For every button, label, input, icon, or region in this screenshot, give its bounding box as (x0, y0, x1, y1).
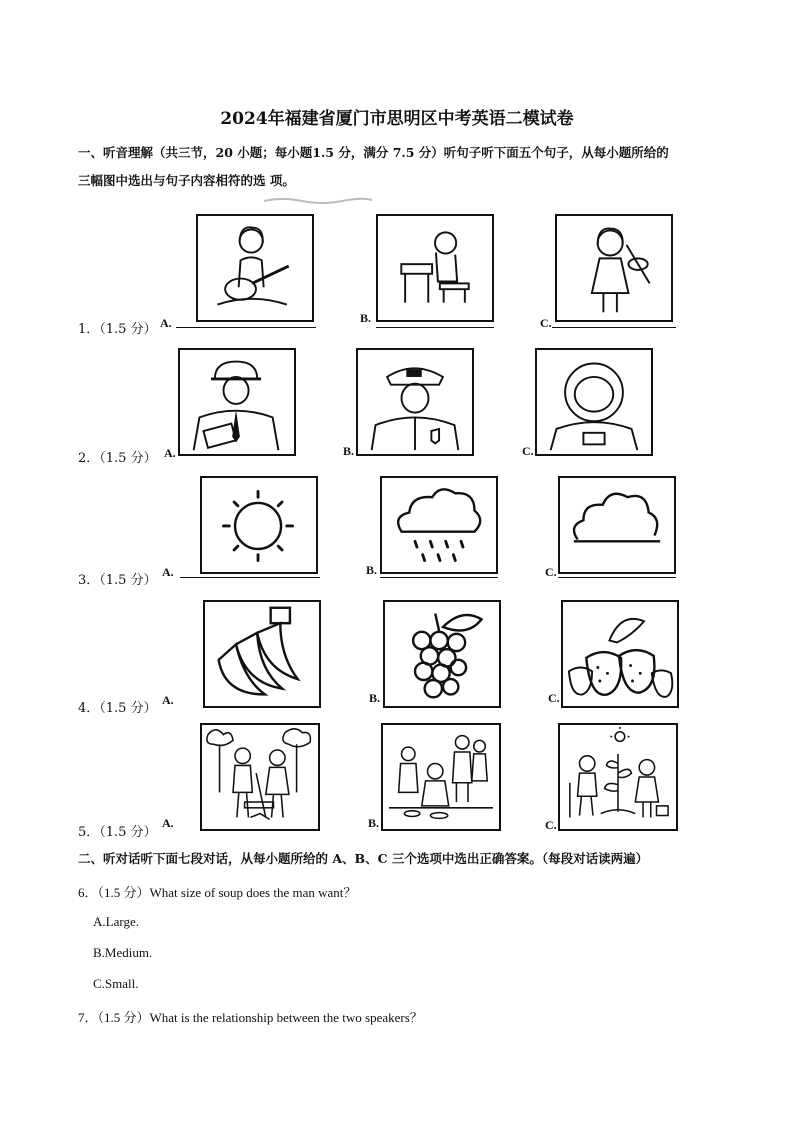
astronaut-icon (537, 350, 651, 454)
q1-option-c-letter: C. (540, 316, 552, 330)
section2-heading: 二、听对话听下面七段对话，从每小题所给的 A、B、C 三个选项中选出正确答案。（每段对话读两遍） (78, 851, 649, 866)
engineer-icon (180, 350, 294, 454)
visiting-elderly-icon (383, 725, 499, 829)
question-7-text: 7．（1.5 分）What is the relationship between the two speakers？ (78, 1010, 423, 1025)
question-5-label: 5．（1.5 分） (78, 825, 157, 840)
q4-option-b-image[interactable] (383, 600, 501, 708)
q5-option-b-letter: B. (368, 816, 380, 830)
q1-option-c-underline (552, 327, 676, 328)
q5-option-a-letter: A. (162, 816, 174, 830)
girl-playing-piano-icon (378, 216, 492, 320)
q4-option-c-image[interactable] (561, 600, 679, 708)
question-4-label: 4．（1.5 分） (78, 701, 157, 716)
q2-option-b-image[interactable] (356, 348, 474, 456)
police-officer-icon (358, 350, 472, 454)
q3-option-c-underline (558, 577, 676, 578)
q3-option-a-underline (180, 577, 320, 578)
q2-option-a-letter: A. (164, 446, 176, 460)
q1-option-a-underline (176, 327, 316, 328)
scan-smudge (262, 196, 374, 206)
girl-playing-violin-icon (557, 216, 671, 320)
bananas-icon (205, 602, 319, 706)
section1-instructions (78, 139, 728, 195)
q3-option-b-letter: B. (366, 563, 378, 577)
section1-line1: 一、听音理解（共三节，20 小题；每小题1.5 分，满分 7.5 分）听句子听下面五个句子，从每小题所给的 (78, 145, 669, 160)
q3-option-c-image[interactable] (558, 476, 676, 574)
q1-option-b-underline (376, 327, 494, 328)
grapes-icon (385, 602, 499, 706)
q6-choice-a[interactable]: A.Large. (93, 914, 139, 929)
question-3-label: 3．（1.5 分） (78, 573, 157, 588)
q1-option-c-image[interactable] (555, 214, 673, 322)
question-2-label: 2．（1.5 分） (78, 451, 157, 466)
q5-option-c-image[interactable] (558, 723, 678, 831)
q5-option-c-letter: C. (545, 818, 557, 832)
strawberries-icon (563, 602, 677, 706)
q2-option-a-image[interactable] (178, 348, 296, 456)
q4-option-c-letter: C. (548, 691, 560, 705)
q3-option-a-letter: A. (162, 565, 174, 579)
page-title: 2024年福建省厦门市思明区中考英语二模试卷 (220, 109, 574, 129)
q1-option-b-image[interactable] (376, 214, 494, 322)
q2-option-c-image[interactable] (535, 348, 653, 456)
q1-option-a-image[interactable] (196, 214, 314, 322)
q2-option-c-letter: C. (522, 444, 534, 458)
q6-choice-b[interactable]: B.Medium. (93, 945, 153, 960)
q4-option-a-letter: A. (162, 693, 174, 707)
q2-option-b-letter: B. (343, 444, 355, 458)
rain-cloud-icon (382, 478, 496, 572)
kids-planting-tree-icon (560, 725, 676, 829)
kids-cleaning-park-icon (202, 725, 318, 829)
q3-option-a-image[interactable] (200, 476, 318, 574)
q5-option-a-image[interactable] (200, 723, 320, 831)
sun-icon (202, 478, 316, 572)
q3-option-b-underline (380, 577, 498, 578)
question-6-text: 6．（1.5 分）What size of soup does the man want？ (78, 885, 357, 900)
q1-option-b-letter: B. (360, 311, 372, 325)
girl-playing-guitar-icon (198, 216, 312, 320)
q1-option-a-letter: A. (160, 316, 172, 330)
q3-option-c-letter: C. (545, 565, 557, 579)
question-1-label: 1．（1.5 分） (78, 322, 157, 337)
q4-option-a-image[interactable] (203, 600, 321, 708)
cloud-icon (560, 478, 674, 572)
q4-option-b-letter: B. (369, 691, 381, 705)
q3-option-b-image[interactable] (380, 476, 498, 574)
q5-option-b-image[interactable] (381, 723, 501, 831)
section1-line2: 三幅图中选出与句子内容相符的选 项。 (78, 173, 295, 188)
q6-choice-c[interactable]: C.Small. (93, 976, 139, 991)
